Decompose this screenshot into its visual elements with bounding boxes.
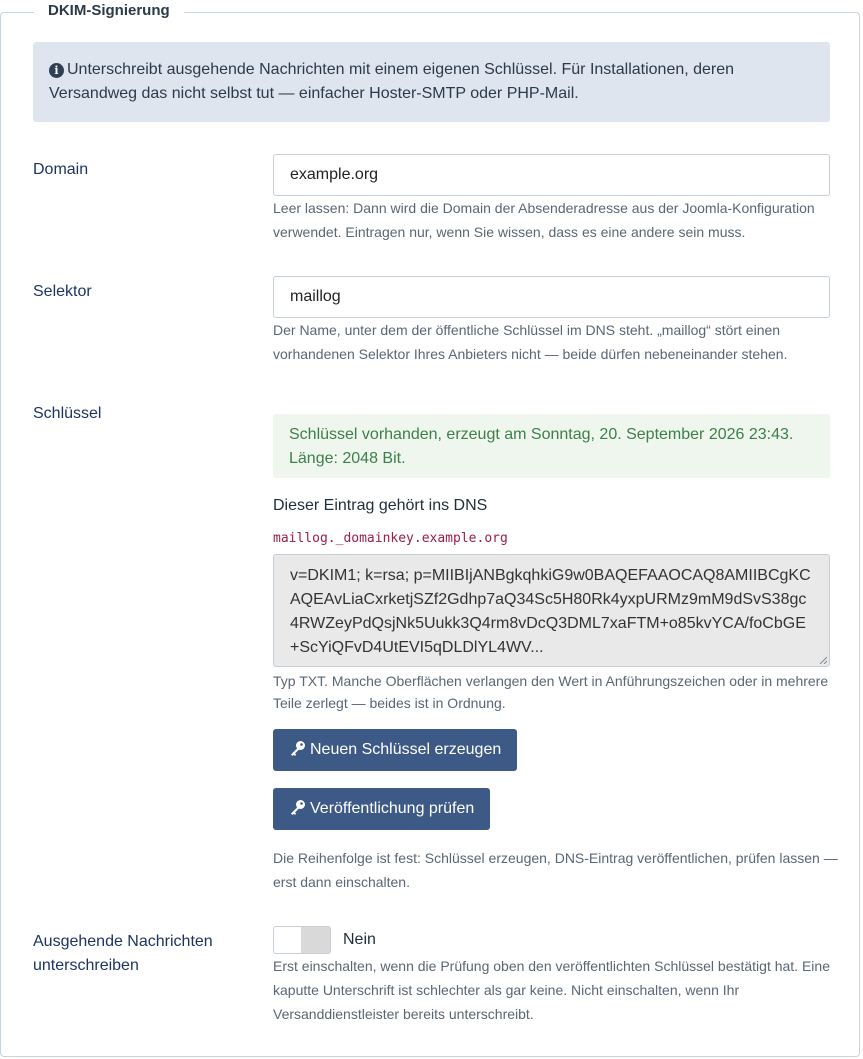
key-icon <box>289 740 306 756</box>
dns-record-value-text: v=DKIM1; k=rsa; p=MIIBIjANBgkqhkiG9w0BAQEFAAOCAQ8AMIIBCgKCAQEAvLiaCxrketjSZf2Gdhp7aQ34Sc5H80Rk4yxpURMz9mM9dSvS38gc4RWZeyPdQsjNk5Uukk3Q4rm8vDcQ3DML7xaFTM+o85kvYCA/foCbGE+ScYiQFvD4UtEVI5qDLDlYL4WV... <box>290 567 811 656</box>
signing-toggle[interactable] <box>273 926 331 954</box>
key-status-alert: Schlüssel vorhanden, erzeugt am Sonntag, 20. September 2026 23:43. Länge: 2048 Bit. <box>273 414 830 478</box>
order-help: Die Reihenfolge ist fest: Schlüssel erzeugen, DNS-Eintrag veröffentlichen, prüfen lassen — erst dann einschalten. <box>273 850 838 890</box>
domain-input[interactable]: example.org <box>273 154 830 196</box>
domain-label: Domain <box>33 161 89 178</box>
key-label: Schlüssel <box>33 405 102 422</box>
fieldset-legend: DKIM-Signierung <box>34 2 184 19</box>
verify-publication-label: Veröffentlichung prüfen <box>310 800 475 817</box>
selector-label: Selektor <box>33 283 92 300</box>
info-text: Unterschreibt ausgehende Nachrichten mit einem eigenen Schlüssel. Für Installationen, deren Versandweg das nicht selbst tut — einfacher Hoster-SMTP oder PHP-Mail. <box>49 61 735 102</box>
key-icon <box>289 799 306 815</box>
selector-input[interactable]: maillog <box>273 276 830 318</box>
info-circle-icon: i <box>49 63 64 78</box>
signing-label: Ausgehende Nachrichten unterschreiben <box>33 933 213 974</box>
toggle-knob <box>301 927 330 953</box>
verify-publication-button[interactable] <box>273 788 490 830</box>
generate-key-button[interactable] <box>273 729 517 771</box>
resize-handle-icon[interactable] <box>819 656 827 664</box>
dns-help: Typ TXT. Manche Oberflächen verlangen den Wert in Anführungszeichen oder in mehrere Teile zerlegt — beides ist in Ordnung. <box>273 673 829 711</box>
signing-toggle-state: Nein <box>343 931 376 948</box>
info-alert <box>33 42 830 122</box>
signing-help: Erst einschalten, wenn die Prüfung oben den veröffentlichten Schlüssel bestätigt hat. Eine kaputte Unterschrift ist schlechter als gar keine. Nicht einschalten, wenn Ihr Versanddienstleister bereits unterschreibt. <box>273 958 830 1022</box>
dns-record-name: maillog._domainkey.example.org <box>273 531 508 546</box>
selector-help: Der Name, unter dem der öffentliche Schlüssel im DNS steht. „maillog“ stört einen vorhandenen Selektor Ihres Anbieters nicht — beide dürfen nebeneinander stehen. <box>273 322 788 362</box>
generate-key-label: Neuen Schlüssel erzeugen <box>310 741 502 758</box>
domain-help: Leer lassen: Dann wird die Domain der Absenderadresse aus der Joomla-Konfiguration verwendet. Eintragen nur, wenn Sie wissen, dass es eine andere sein muss. <box>273 200 815 240</box>
dns-record-value[interactable] <box>273 554 830 667</box>
dns-heading: Dieser Eintrag gehört ins DNS <box>273 497 488 514</box>
